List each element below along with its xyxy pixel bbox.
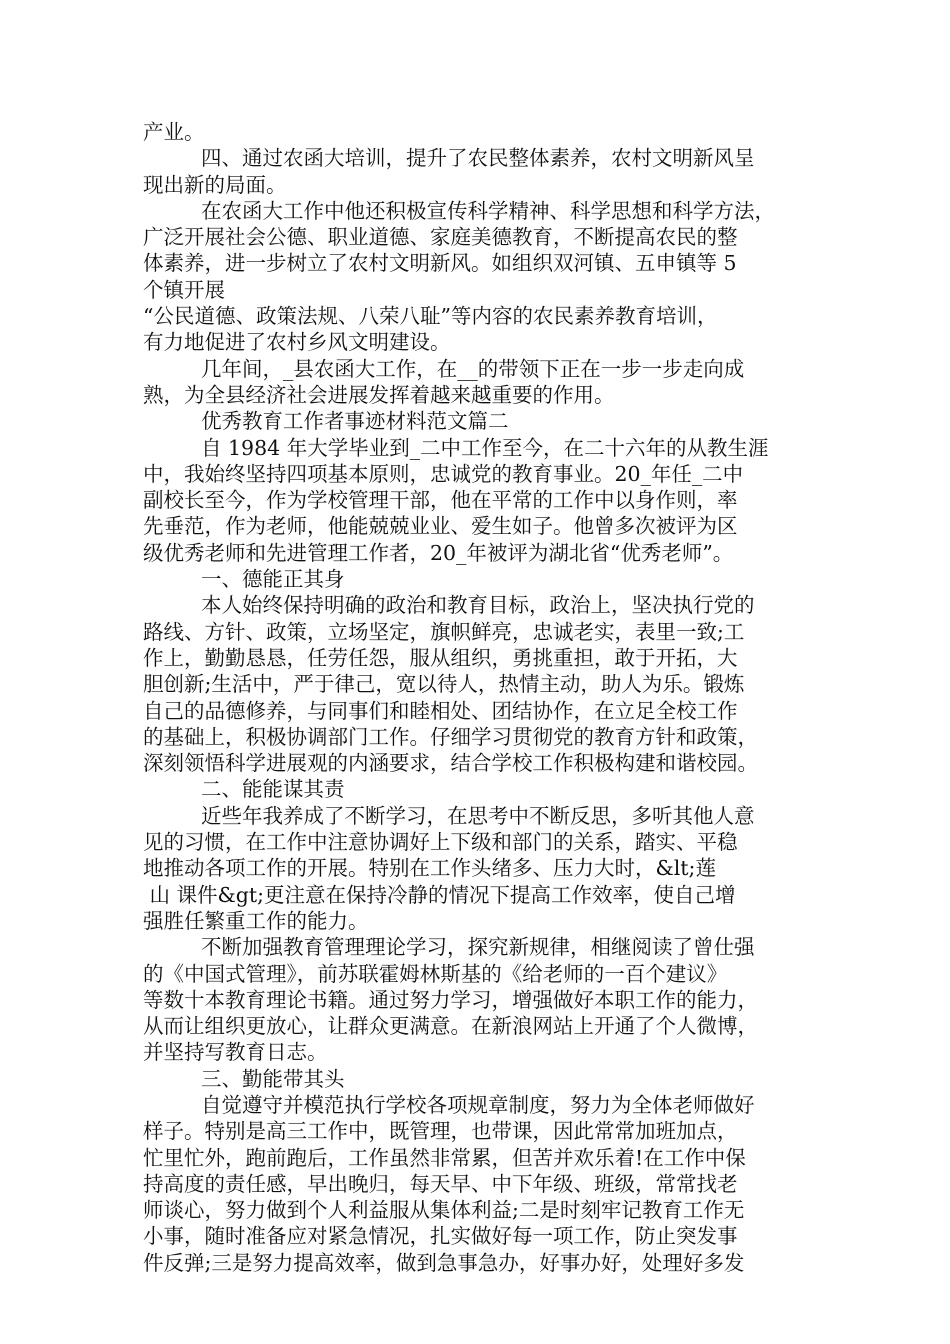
text-line: 有力地促进了农村乡风文明建设。 — [143, 330, 451, 355]
text-line: 中，我始终坚持四项基本原则，忠诚党的教育事业。20_年任_二中 — [143, 461, 744, 486]
text-line: 自觉遵守并模范执行学校各项规章制度，努力为全体老师做好 — [201, 1092, 755, 1117]
text-line: 熟，为全县经济社会进展发挥着越来越重要的作用。 — [143, 382, 615, 407]
text-line: 自己的品德修养，与同事们和睦相处、团结协作，在立足全校工作 — [143, 698, 738, 723]
text-line: 不断加强教育管理理论学习，探究新规律，相继阅读了曾仕强 — [201, 935, 755, 960]
text-line: “公民道德、政策法规、八荣八耻”等内容的农民素养教育培训， — [143, 304, 718, 329]
text-line: 本人始终保持明确的政治和教育目标，政治上，坚决执行党的 — [201, 593, 755, 618]
text-line: 先垂范，作为老师，他能兢兢业业、爱生如子。他曾多次被评为区 — [143, 514, 738, 539]
text-line: 一、德能正其身 — [201, 567, 345, 592]
text-line: 强胜任繁重工作的能力。 — [143, 908, 369, 933]
text-line: 件反弹;三是努力提高效率，做到急事急办，好事办好，处理好多发 — [143, 1250, 745, 1275]
text-line: 的基础上，积极协调部门工作。仔细学习贯彻党的教育方针和政策， — [143, 724, 758, 749]
text-line: 三、勤能带其头 — [201, 1066, 345, 1091]
text-line: 的《中国式管理》，前苏联霍姆林斯基的《给老师的一百个建议》 — [143, 961, 728, 986]
text-line: 自 1984 年大学毕业到_二中工作至今，在二十六年的从教生涯 — [201, 435, 769, 460]
text-line: 在农函大工作中他还积极宣传科学精神、科学思想和科学方法， — [201, 198, 775, 223]
text-line: 作上，勤勤恳恳，任劳任怨，服从组织，勇挑重担，敢于开拓，大 — [143, 645, 738, 670]
text-line: 从而让组织更放心，让群众更满意。在新浪网站上开通了个人微博， — [143, 1014, 758, 1039]
text-line: 广泛开展社会公德、职业道德、家庭美德教育，不断提高农民的整 — [143, 225, 738, 250]
text-line: 几年间，_县农函大工作，在__的带领下正在一步一步走向成 — [201, 356, 745, 381]
text-line: 优秀教育工作者事迹材料范文篇二 — [201, 409, 509, 434]
text-line: 等数十本教育理论书籍。通过努力学习，增强做好本职工作的能力， — [143, 987, 758, 1012]
text-line: 见的习惯，在工作中注意协调好上下级和部门的关系，踏实、平稳 — [143, 830, 738, 855]
text-line: 胆创新;生活中，严于律己，宽以待人，热情主动，助人为乐。锻炼 — [143, 672, 745, 697]
text-line: 师谈心，努力做到个人利益服从集体利益;二是时刻牢记教育工作无 — [143, 1198, 745, 1223]
text-line: 小事，随时准备应对紧急情况，扎实做好每一项工作，防止突发事 — [143, 1224, 738, 1249]
text-line: 山 课件&gt;更注意在保持冷静的情况下提高工作效率，使自己增 — [143, 882, 736, 907]
text-line: 级优秀老师和先进管理工作者，20_年被评为湖北省“优秀老师”。 — [143, 540, 734, 565]
text-line: 并坚持写教育日志。 — [143, 1040, 328, 1065]
text-line: 个镇开展 — [143, 277, 225, 302]
text-line: 路线、方针、政策，立场坚定，旗帜鲜亮，忠诚老实，表里一致;工 — [143, 619, 745, 644]
text-line: 深刻领悟科学进展观的内涵要求，结合学校工作积极构建和谐校园。 — [143, 751, 758, 776]
text-line: 地推动各项工作的开展。特别在工作头绪多、压力大时，&lt;莲 — [143, 856, 716, 881]
document-page — [143, 119, 833, 1276]
text-line: 持高度的责任感，早出晚归，每天早、中下年级、班级，常常找老 — [143, 1171, 738, 1196]
text-line: 现出新的局面。 — [143, 172, 287, 197]
text-line: 近些年我养成了不断学习，在思考中不断反思，多听其他人意 — [201, 803, 755, 828]
text-line: 产业。 — [143, 120, 205, 144]
text-line: 样子。特别是高三工作中，既管理，也带课，因此常常加班加点， — [143, 1119, 738, 1144]
text-line: 忙里忙外，跑前跑后，工作虽然非常累，但苦并欢乐着!在工作中保 — [143, 1145, 746, 1170]
text-line: 副校长至今，作为学校管理干部，他在平常的工作中以身作则，率 — [143, 488, 738, 513]
text-line: 四、通过农函大培训，提升了农民整体素养，农村文明新风呈 — [201, 146, 755, 171]
text-line: 二、能能谋其责 — [201, 777, 345, 802]
text-line: 体素养，进一步树立了农村文明新风。如组织双河镇、五申镇等 5 — [143, 251, 737, 276]
